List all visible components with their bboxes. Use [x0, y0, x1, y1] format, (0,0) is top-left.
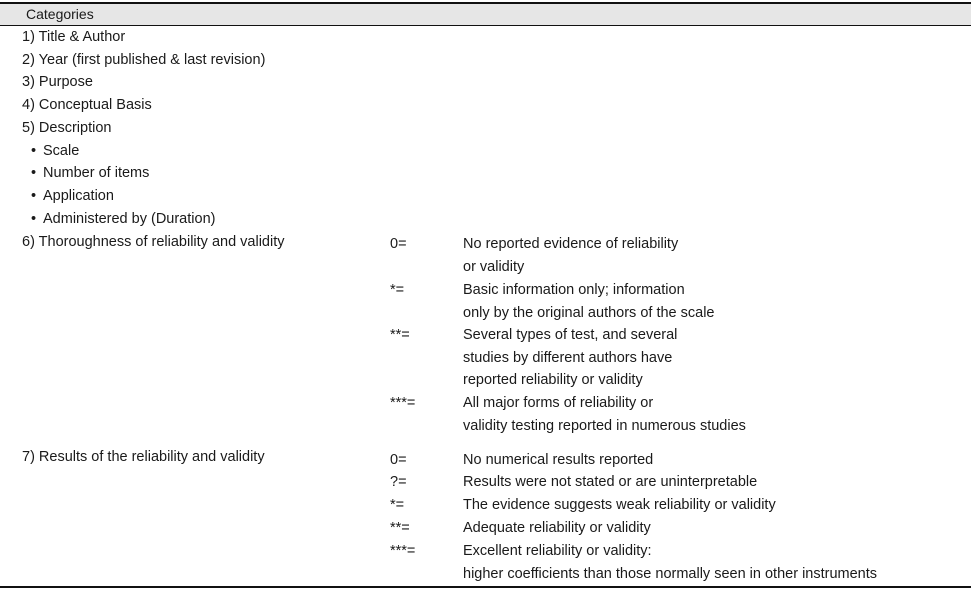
bullet-application: • Application [31, 185, 114, 208]
header-row [0, 4, 971, 25]
description-line: studies by different authors have [463, 349, 673, 366]
description-line: Adequate reliability or validity [463, 520, 651, 536]
results-code: *= [390, 497, 405, 513]
results-code: **= [390, 520, 410, 536]
header-title: Categories [26, 6, 94, 22]
thoroughness-description [463, 279, 714, 324]
thoroughness-description [463, 392, 746, 437]
bullet-scale: • Scale [31, 140, 79, 163]
thoroughness-description [463, 233, 678, 278]
thoroughness-code: **= [390, 327, 410, 343]
thoroughness-code: 0= [390, 236, 407, 252]
description-line: Excellent reliability or validity: [463, 543, 652, 559]
results-description [463, 449, 653, 472]
category-title-author: 1) Title & Author [22, 29, 126, 45]
thoroughness-code: *= [390, 282, 405, 298]
results-description [463, 517, 651, 540]
bullet-number-of-items: • Number of items [31, 162, 149, 185]
thoroughness-code: ***= [390, 395, 416, 411]
description-line: reported reliability or validity [463, 372, 643, 389]
header-rule [0, 25, 971, 26]
description-line: The evidence suggests weak reliability or validity [463, 497, 776, 513]
category-year: 2) Year (first published & last revision) [22, 52, 266, 68]
category-results: 7) Results of the reliability and validity [22, 449, 265, 465]
category-purpose: 3) Purpose [22, 74, 93, 90]
description-line: only by the original authors of the scale [463, 304, 715, 321]
results-code: ***= [390, 543, 416, 559]
bottom-rule [0, 586, 971, 588]
results-description [463, 540, 877, 585]
description-line: Several types of test, and several [463, 327, 678, 343]
description-line: All major forms of reliability or [463, 395, 654, 411]
description-line: No numerical results reported [463, 452, 654, 468]
thoroughness-description [463, 324, 677, 392]
description-line: Basic information only; information [463, 282, 685, 298]
category-description: 5) Description [22, 120, 112, 136]
results-code: ?= [390, 474, 407, 490]
category-thoroughness: 6) Thoroughness of reliability and validity [22, 234, 285, 250]
results-description [463, 494, 776, 517]
description-line: Results were not stated or are uninterpretable [463, 474, 758, 490]
description-line: No reported evidence of reliability [463, 236, 679, 252]
description-line: higher coefficients than those normally seen in other instruments [463, 565, 878, 582]
description-line: validity testing reported in numerous studies [463, 417, 746, 434]
results-code: 0= [390, 452, 407, 468]
results-description [463, 471, 757, 494]
category-conceptual-basis: 4) Conceptual Basis [22, 97, 152, 113]
description-line: or validity [463, 258, 525, 275]
bullet-administered-by: • Administered by (Duration) [31, 208, 215, 231]
